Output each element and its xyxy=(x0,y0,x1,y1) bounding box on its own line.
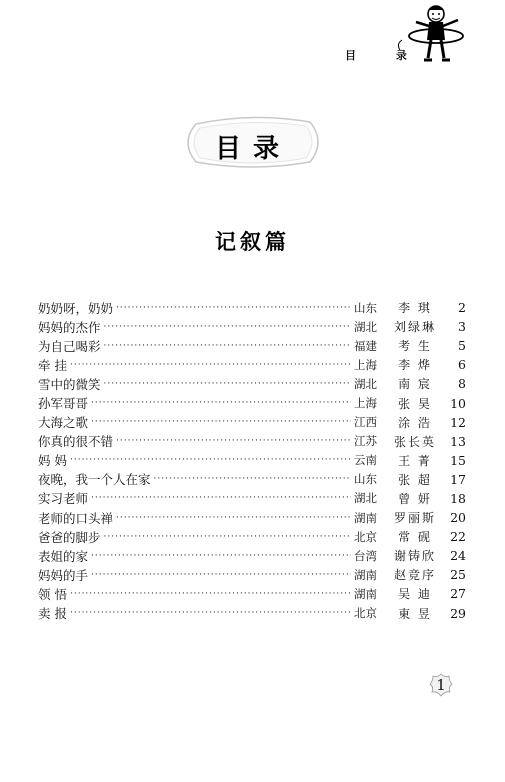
toc-entry[interactable] xyxy=(38,317,466,336)
running-header: 目 录 xyxy=(345,49,425,62)
dot-leader xyxy=(70,589,351,599)
section-heading: 记叙篇 xyxy=(215,230,290,254)
entry-page: 20 xyxy=(450,510,466,526)
dot-leader xyxy=(104,322,351,332)
entry-title: 夜晚，我一个人在家 xyxy=(38,472,151,488)
entry-page: 15 xyxy=(450,452,466,468)
entry-title: 为自己喝彩 xyxy=(38,338,101,354)
entry-author: 考 生 xyxy=(398,339,432,354)
entry-author: 吴 迪 xyxy=(398,587,432,602)
entry-author: 罗丽斯 xyxy=(393,511,436,526)
entry-region: 湖北 xyxy=(354,376,377,391)
entry-region: 北京 xyxy=(354,606,377,621)
entry-author: 李 烨 xyxy=(398,358,432,373)
entry-author: 涂 浩 xyxy=(398,415,432,430)
dot-leader xyxy=(104,532,351,542)
entry-page: 6 xyxy=(458,357,466,373)
entry-author: 曾 妍 xyxy=(398,491,432,506)
entry-page: 25 xyxy=(450,567,466,583)
entry-title: 你真的很不错 xyxy=(38,434,114,450)
toc-entry[interactable] xyxy=(38,393,466,412)
toc-entry[interactable] xyxy=(38,470,466,489)
entry-page: 8 xyxy=(458,376,466,392)
entry-region: 湖北 xyxy=(354,319,377,334)
entry-region: 北京 xyxy=(354,529,377,544)
dot-leader xyxy=(91,493,351,503)
entry-page: 24 xyxy=(450,548,466,564)
entry-title: 老师的口头禅 xyxy=(38,510,114,526)
entry-region: 上海 xyxy=(354,357,377,372)
page-title xyxy=(178,112,328,172)
toc-entry[interactable] xyxy=(38,432,466,451)
toc-entry[interactable] xyxy=(38,508,466,527)
entry-page: 12 xyxy=(450,414,466,430)
toc-entry[interactable] xyxy=(38,584,466,603)
toc-entry[interactable] xyxy=(38,451,466,470)
entry-page: 10 xyxy=(450,395,466,411)
entry-title: 孙军哥哥 xyxy=(38,396,89,412)
entry-author: 常 砚 xyxy=(398,530,432,545)
dot-leader xyxy=(70,608,351,618)
entry-title: 雪中的微笑 xyxy=(38,376,101,392)
dot-leader xyxy=(104,379,351,389)
entry-title: 卖 报 xyxy=(38,606,67,622)
dot-leader xyxy=(154,474,351,484)
dot-leader xyxy=(91,417,351,427)
entry-author: 赵竞序 xyxy=(393,568,436,583)
entry-region: 江苏 xyxy=(354,434,377,449)
entry-author: 谢铸欣 xyxy=(393,549,436,564)
entry-page: 17 xyxy=(450,471,466,487)
entry-title: 妈妈的杰作 xyxy=(38,319,101,335)
entry-region: 江西 xyxy=(354,415,377,430)
entry-page: 5 xyxy=(458,338,466,354)
entry-page: 2 xyxy=(458,300,466,316)
entry-title: 大海之歌 xyxy=(38,415,89,431)
entry-region: 上海 xyxy=(354,396,377,411)
entry-region: 湖南 xyxy=(354,586,377,601)
toc-entry[interactable] xyxy=(38,298,466,317)
entry-region: 山东 xyxy=(354,472,377,487)
entry-region: 湖北 xyxy=(354,491,377,506)
toc-entry[interactable] xyxy=(38,374,466,393)
dot-leader xyxy=(91,398,351,408)
entry-author: 東 昱 xyxy=(398,606,432,621)
entry-page: 29 xyxy=(450,605,466,621)
dot-leader xyxy=(104,341,351,351)
page-number xyxy=(428,672,454,698)
dot-leader xyxy=(70,455,351,465)
entry-title: 表姐的家 xyxy=(38,548,89,564)
entry-region: 湖南 xyxy=(354,567,377,582)
entry-title: 实习老师 xyxy=(38,491,89,507)
entry-region: 福建 xyxy=(354,338,377,353)
table-of-contents xyxy=(38,298,466,623)
dot-leader xyxy=(91,551,351,561)
toc-entry[interactable] xyxy=(38,527,466,546)
entry-page: 22 xyxy=(450,529,466,545)
toc-entry[interactable] xyxy=(38,546,466,565)
entry-region: 台湾 xyxy=(354,548,377,563)
entry-title: 奶奶呀，奶奶 xyxy=(38,300,114,316)
entry-author: 张 昊 xyxy=(398,396,432,411)
entry-title: 领 悟 xyxy=(38,586,67,602)
dot-leader xyxy=(70,360,351,370)
toc-entry[interactable] xyxy=(38,336,466,355)
dot-leader xyxy=(91,570,351,580)
toc-entry[interactable] xyxy=(38,604,466,623)
entry-region: 山东 xyxy=(354,300,377,315)
entry-title: 妈妈的手 xyxy=(38,567,89,583)
entry-author: 南 宸 xyxy=(398,377,432,392)
entry-region: 湖南 xyxy=(354,510,377,525)
toc-entry[interactable] xyxy=(38,489,466,508)
entry-page: 18 xyxy=(450,490,466,506)
hula-hoop-kid-icon xyxy=(392,0,470,68)
entry-author: 刘绿琳 xyxy=(393,320,436,335)
entry-page: 27 xyxy=(450,586,466,602)
entry-author: 王 菁 xyxy=(398,453,432,468)
entry-title: 爸爸的脚步 xyxy=(38,529,101,545)
dot-leader xyxy=(116,513,351,523)
entry-page: 13 xyxy=(450,433,466,449)
entry-author: 张 超 xyxy=(398,472,432,487)
dot-leader xyxy=(116,303,351,313)
toc-entry[interactable] xyxy=(38,565,466,584)
entry-author: 张长英 xyxy=(393,434,436,449)
dot-leader xyxy=(116,436,351,446)
entry-title: 妈 妈 xyxy=(38,453,67,469)
entry-region: 云南 xyxy=(354,453,377,468)
entry-page: 3 xyxy=(458,319,466,335)
toc-entry[interactable] xyxy=(38,413,466,432)
toc-entry[interactable] xyxy=(38,355,466,374)
entry-author: 李 琪 xyxy=(398,301,432,316)
title-text: 目录 xyxy=(214,134,291,164)
entry-title: 牵 挂 xyxy=(38,357,67,373)
page-number-text: 1 xyxy=(436,676,446,694)
